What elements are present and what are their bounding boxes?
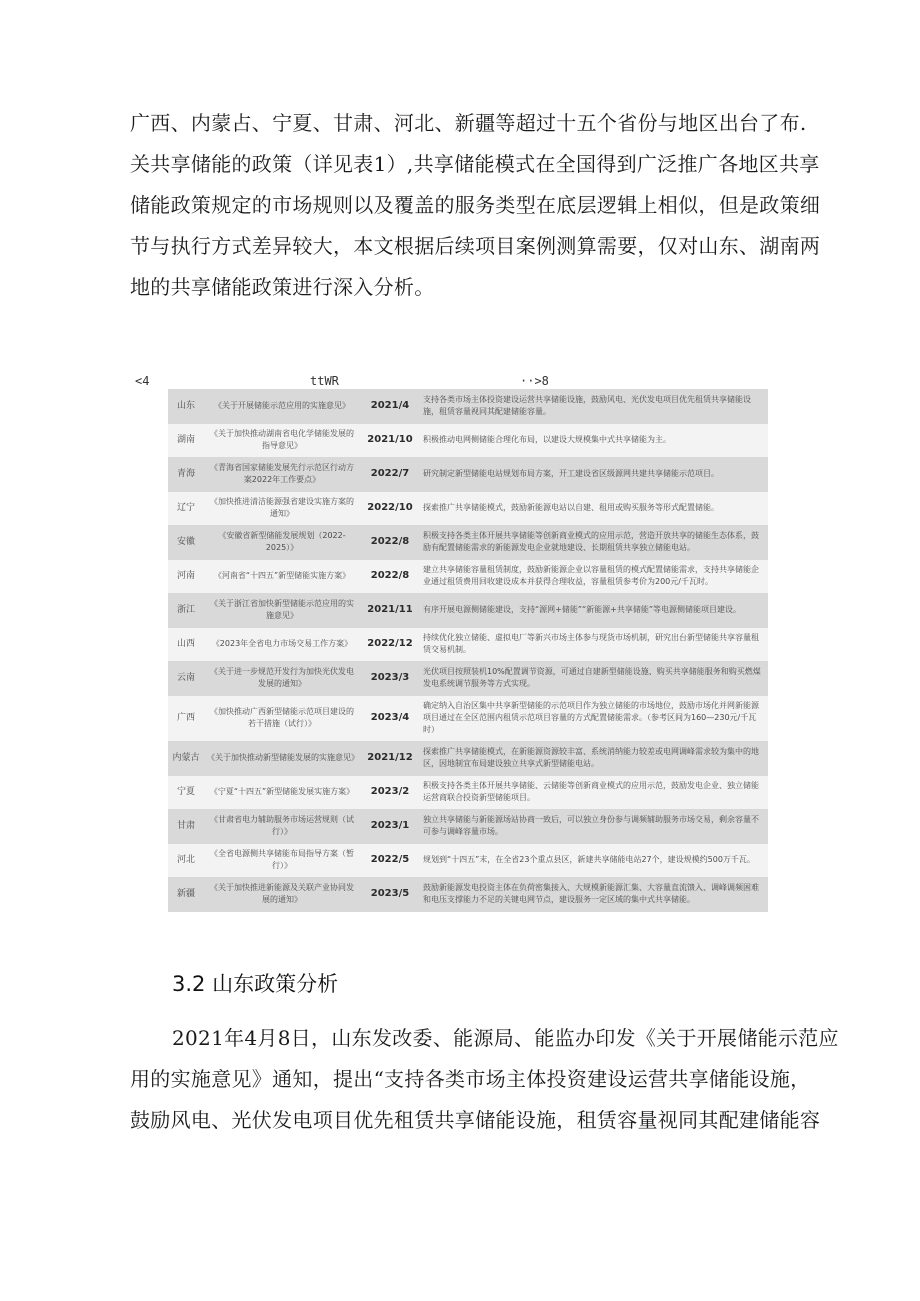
province-cell: 云南 [168,661,204,695]
table-row [168,661,768,695]
content-cell: 探索推广共享储能模式，鼓励新能源电站以自建、租用或购买服务等形式配置储能。 [420,491,768,525]
date-cell: 2022/7 [360,457,420,491]
table-row [168,877,768,911]
document-cell: 《河南省“十四五”新型储能实施方案》 [204,559,360,593]
body-paragraph [130,1018,839,1141]
date-cell: 2022/8 [360,525,420,559]
table-row [168,741,768,775]
table-header-mid: ttWR [310,374,339,388]
table-row [168,627,768,661]
table-row [168,695,768,741]
content-cell: 积极支持各类主体开展共享储能等创新商业模式的应用示范，营造开放共享的储能生态体系，鼓励有配置储能需求的新能源发电企业就地建设、长期租赁共享独立储能电站。 [420,525,768,559]
text-line: 节与执行方式差异较大，本文根据后续项目案例测算需要，仅对山东、湖南两 [130,234,821,258]
province-cell: 宁夏 [168,775,204,809]
content-cell: 探索推广共享储能模式，在新能源资源较丰富、系统消纳能力较差或电网调峰需求较为集中的地区，因地制宜布局建设独立共享式新型储能电站。 [420,741,768,775]
section-title: 3.2 山东政策分析 [172,972,339,996]
date-cell: 2022/8 [360,559,420,593]
table-row [168,593,768,627]
text-line: 用的实施意见》通知，提出“支持各类市场主体投资建设运营共享储能设施， [130,1067,811,1091]
document-cell: 《关于加快推动新型储能发展的实施意见》 [204,741,360,775]
table-row [168,809,768,843]
table-row [168,457,768,491]
document-cell: 《关于加快推动湖南省电化学储能发展的指导意见》 [204,423,360,457]
content-cell: 建立共享储能容量租赁制度，鼓励新能源企业以容量租赁的模式配置储能需求，支持共享储能企业通过租赁费用回收建设成本并获得合理收益，容量租赁参考价为200元/千瓦时。 [420,559,768,593]
date-cell: 2021/11 [360,593,420,627]
text-line: 关共享储能的政策（详见表1）,共享储能模式在全国得到广泛推广各地区共享 [130,152,820,176]
content-cell: 积极支持各类主体开展共享储能、云储能等创新商业模式的应用示范，鼓励发电企业、独立储能运营商联合投资新型储能项目。 [420,775,768,809]
text-line: 储能政策规定的市场规则以及覆盖的服务类型在底层逻辑上相似，但是政策细 [130,193,821,217]
document-cell: 《关于进一步规范开发行为加快光伏发电发展的通知》 [204,661,360,695]
intro-paragraph [130,103,821,308]
table-row [168,423,768,457]
province-cell: 湖南 [168,423,204,457]
document-cell: 《青海省国家储能发展先行示范区行动方案2022年工作要点》 [204,457,360,491]
date-cell: 2023/1 [360,809,420,843]
text-line: 鼓励风电、光伏发电项目优先租赁共享储能设施，租赁容量视同其配建储能容 [130,1108,821,1132]
province-cell: 甘肃 [168,809,204,843]
province-cell: 安徽 [168,525,204,559]
content-cell: 鼓励新能源发电投资主体在负荷密集接入、大规模新能源汇集、大容量直流馈入、调峰调频困难和电压支撑能力不足的关键电网节点，建设服务一定区域的集中式共享储能。 [420,877,768,911]
province-cell: 广西 [168,695,204,741]
document-cell: 《2023年全省电力市场交易工作方案》 [204,627,360,661]
document-cell: 《关于加快推进新能源及关联产业协同发展的通知》 [204,877,360,911]
province-cell: 新疆 [168,877,204,911]
content-cell: 支持各类市场主体投资建设运营共享储能设施，鼓励风电、光伏发电项目优先租赁共享储能设施，租赁容量视同其配建储能容量。 [420,389,768,423]
date-cell: 2021/4 [360,389,420,423]
text-line: 地的共享储能政策进行深入分析。 [130,275,435,299]
table-header-artifact [135,374,775,390]
table-row [168,775,768,809]
date-cell: 2023/4 [360,695,420,741]
text-line: 2021年4月8日，山东发改委、能源局、能监办印发《关于开展储能示范应 [172,1026,839,1050]
table-header-left: <4 [135,374,150,388]
document-cell: 《关于浙江省加快新型储能示范应用的实施意见》 [204,593,360,627]
document-cell: 《加快推动广西新型储能示范项目建设的若干措施（试行）》 [204,695,360,741]
table-row [168,491,768,525]
province-cell: 浙江 [168,593,204,627]
document-cell: 《全省电源侧共享储能布局指导方案（暂行）》 [204,843,360,877]
table-row [168,843,768,877]
table-row [168,559,768,593]
date-cell: 2021/12 [360,741,420,775]
content-cell: 光伏项目按照装机10%配置调节资源，可通过自建新型储能设施、购买共享储能服务和购买燃煤发电系统调节服务等方式实现。 [420,661,768,695]
date-cell: 2023/3 [360,661,420,695]
text-line: 广西、内蒙占、宁夏、甘肃、河北、新疆等超过十五个省份与地区出台了布. [130,111,807,135]
document-cell: 《甘肃省电力辅助服务市场运营规则（试行）》 [204,809,360,843]
document-cell: 《宁夏“十四五”新型储能发展实施方案》 [204,775,360,809]
table-row [168,525,768,559]
content-cell: 持续优化独立储能、虚拟电厂等新兴市场主体参与现货市场机制，研究出台新型储能共享容量租赁交易机制。 [420,627,768,661]
content-cell: 独立共享储能与新能源场站协商一致后，可以独立身份参与调频辅助服务市场交易，剩余容量不可参与调峰容量市场。 [420,809,768,843]
date-cell: 2022/5 [360,843,420,877]
date-cell: 2021/10 [360,423,420,457]
document-cell: 《关于开展储能示范应用的实施意见》 [204,389,360,423]
province-cell: 山西 [168,627,204,661]
document-cell: 《安徽省新型储能发展规划（2022-2025）》 [204,525,360,559]
table-row [168,389,768,423]
province-cell: 山东 [168,389,204,423]
province-cell: 青海 [168,457,204,491]
content-cell: 研究制定新型储能电站规划布局方案，开工建设省区级源网共建共享储能示范项目。 [420,457,768,491]
content-cell: 确定纳入自治区集中共享新型储能的示范项目作为独立储能的市场地位，鼓励市场化并网新能源项目通过在全区范围内租赁示范项目容量的方式配置储能需求。（参考区间为160—230元/千瓦时） [420,695,768,741]
content-cell: 规划到“十四五”末，在全省23个重点县区，新建共享储能电站27个，建设规模约500万千瓦。 [420,843,768,877]
province-cell: 辽宁 [168,491,204,525]
document-cell: 《加快推进清洁能源强省建设实施方案的通知》 [204,491,360,525]
content-cell: 有序开展电源侧储能建设，支持“源网+储能”“新能源+共享储能”等电源侧储能项目建设。 [420,593,768,627]
date-cell: 2023/5 [360,877,420,911]
table-header-right: ··>8 [520,374,549,388]
date-cell: 2022/10 [360,491,420,525]
date-cell: 2023/2 [360,775,420,809]
province-cell: 河北 [168,843,204,877]
province-cell: 河南 [168,559,204,593]
content-cell: 积极推动电网侧储能合理化布局，以建设大规模集中式共享储能为主。 [420,423,768,457]
policy-table [168,389,768,912]
date-cell: 2022/12 [360,627,420,661]
province-cell: 内蒙古 [168,741,204,775]
